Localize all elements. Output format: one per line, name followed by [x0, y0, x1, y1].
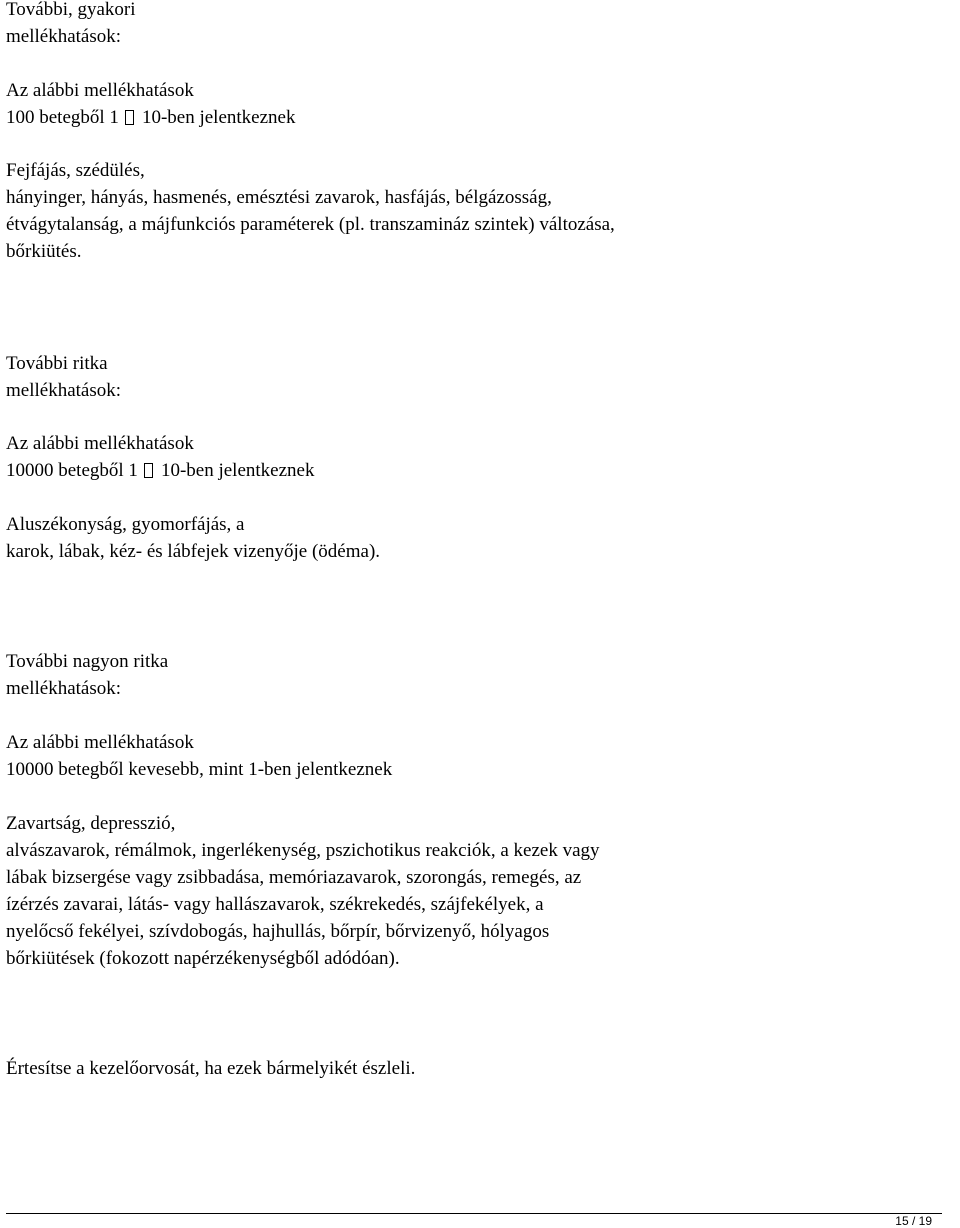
section-rare-effects-line: karok, lábak, kéz- és lábfejek vizenyője (ödéma). — [6, 541, 381, 562]
section-common-heading-line1: További, gyakori — [6, 0, 136, 20]
section-common-frequency-line1: Az alábbi mellékhatások — [6, 80, 194, 101]
section-common-effects-line: hányinger, hányás, hasmenés, emésztési zavarok, hasfájás, bélgázosság, — [6, 187, 552, 208]
missing-glyph-icon — [125, 110, 134, 125]
section-very-rare-frequency-line2: 10000 betegből kevesebb, mint 1-ben jelentkeznek — [6, 759, 393, 780]
section-rare-frequency-line1: Az alábbi mellékhatások — [6, 433, 194, 454]
section-common-effects-line: bőrkiütés. — [6, 241, 82, 262]
section-very-rare-effects-line: bőrkiütések (fokozott napérzékenységből adódóan). — [6, 948, 400, 969]
section-very-rare-effects-line: alvászavarok, rémálmok, ingerlékenység, pszichotikus reakciók, a kezek vagy — [6, 840, 600, 861]
section-common-frequency-line2 — [6, 107, 295, 129]
section-very-rare-effects-line: lábak bizsergése vagy zsibbadása, memóriazavarok, szorongás, remegés, az — [6, 867, 582, 888]
section-common-heading-line2: mellékhatások: — [6, 26, 122, 47]
frequency-text-before: 10000 betegből 1 — [6, 460, 138, 481]
closing-instruction: Értesítse a kezelőorvosát, ha ezek bármelyikét észleli. — [6, 1058, 416, 1079]
section-very-rare-heading-line1: További nagyon ritka — [6, 651, 169, 672]
section-common-effects-line: Fejfájás, szédülés, — [6, 160, 145, 181]
frequency-text-before: 100 betegből 1 — [6, 107, 119, 128]
section-very-rare-effects-line: Zavartság, depresszió, — [6, 813, 176, 834]
frequency-text-after: 10-ben jelentkeznek — [141, 107, 296, 128]
section-very-rare-heading-line2: mellékhatások: — [6, 678, 122, 699]
section-rare-effects-line: Aluszékonyság, gyomorfájás, a — [6, 514, 245, 535]
footer-divider — [6, 1213, 942, 1214]
page-number: 15 / 19 — [895, 1214, 932, 1228]
missing-glyph-icon — [144, 463, 153, 478]
section-very-rare-frequency-line1: Az alábbi mellékhatások — [6, 732, 194, 753]
section-rare-heading-line2: mellékhatások: — [6, 380, 122, 401]
section-common-effects-line: étvágytalanság, a májfunkciós paraméterek (pl. transzamináz szintek) változása, — [6, 214, 615, 235]
section-rare-frequency-line2 — [6, 460, 314, 482]
frequency-text-after: 10-ben jelentkeznek — [160, 460, 315, 481]
section-rare-heading-line1: További ritka — [6, 353, 108, 374]
section-very-rare-effects-line: ízérzés zavarai, látás- vagy hallászavarok, székrekedés, szájfekélyek, a — [6, 894, 544, 915]
section-very-rare-effects-line: nyelőcső fekélyei, szívdobogás, hajhullás, bőrpír, bőrvizenyő, hólyagos — [6, 921, 550, 942]
